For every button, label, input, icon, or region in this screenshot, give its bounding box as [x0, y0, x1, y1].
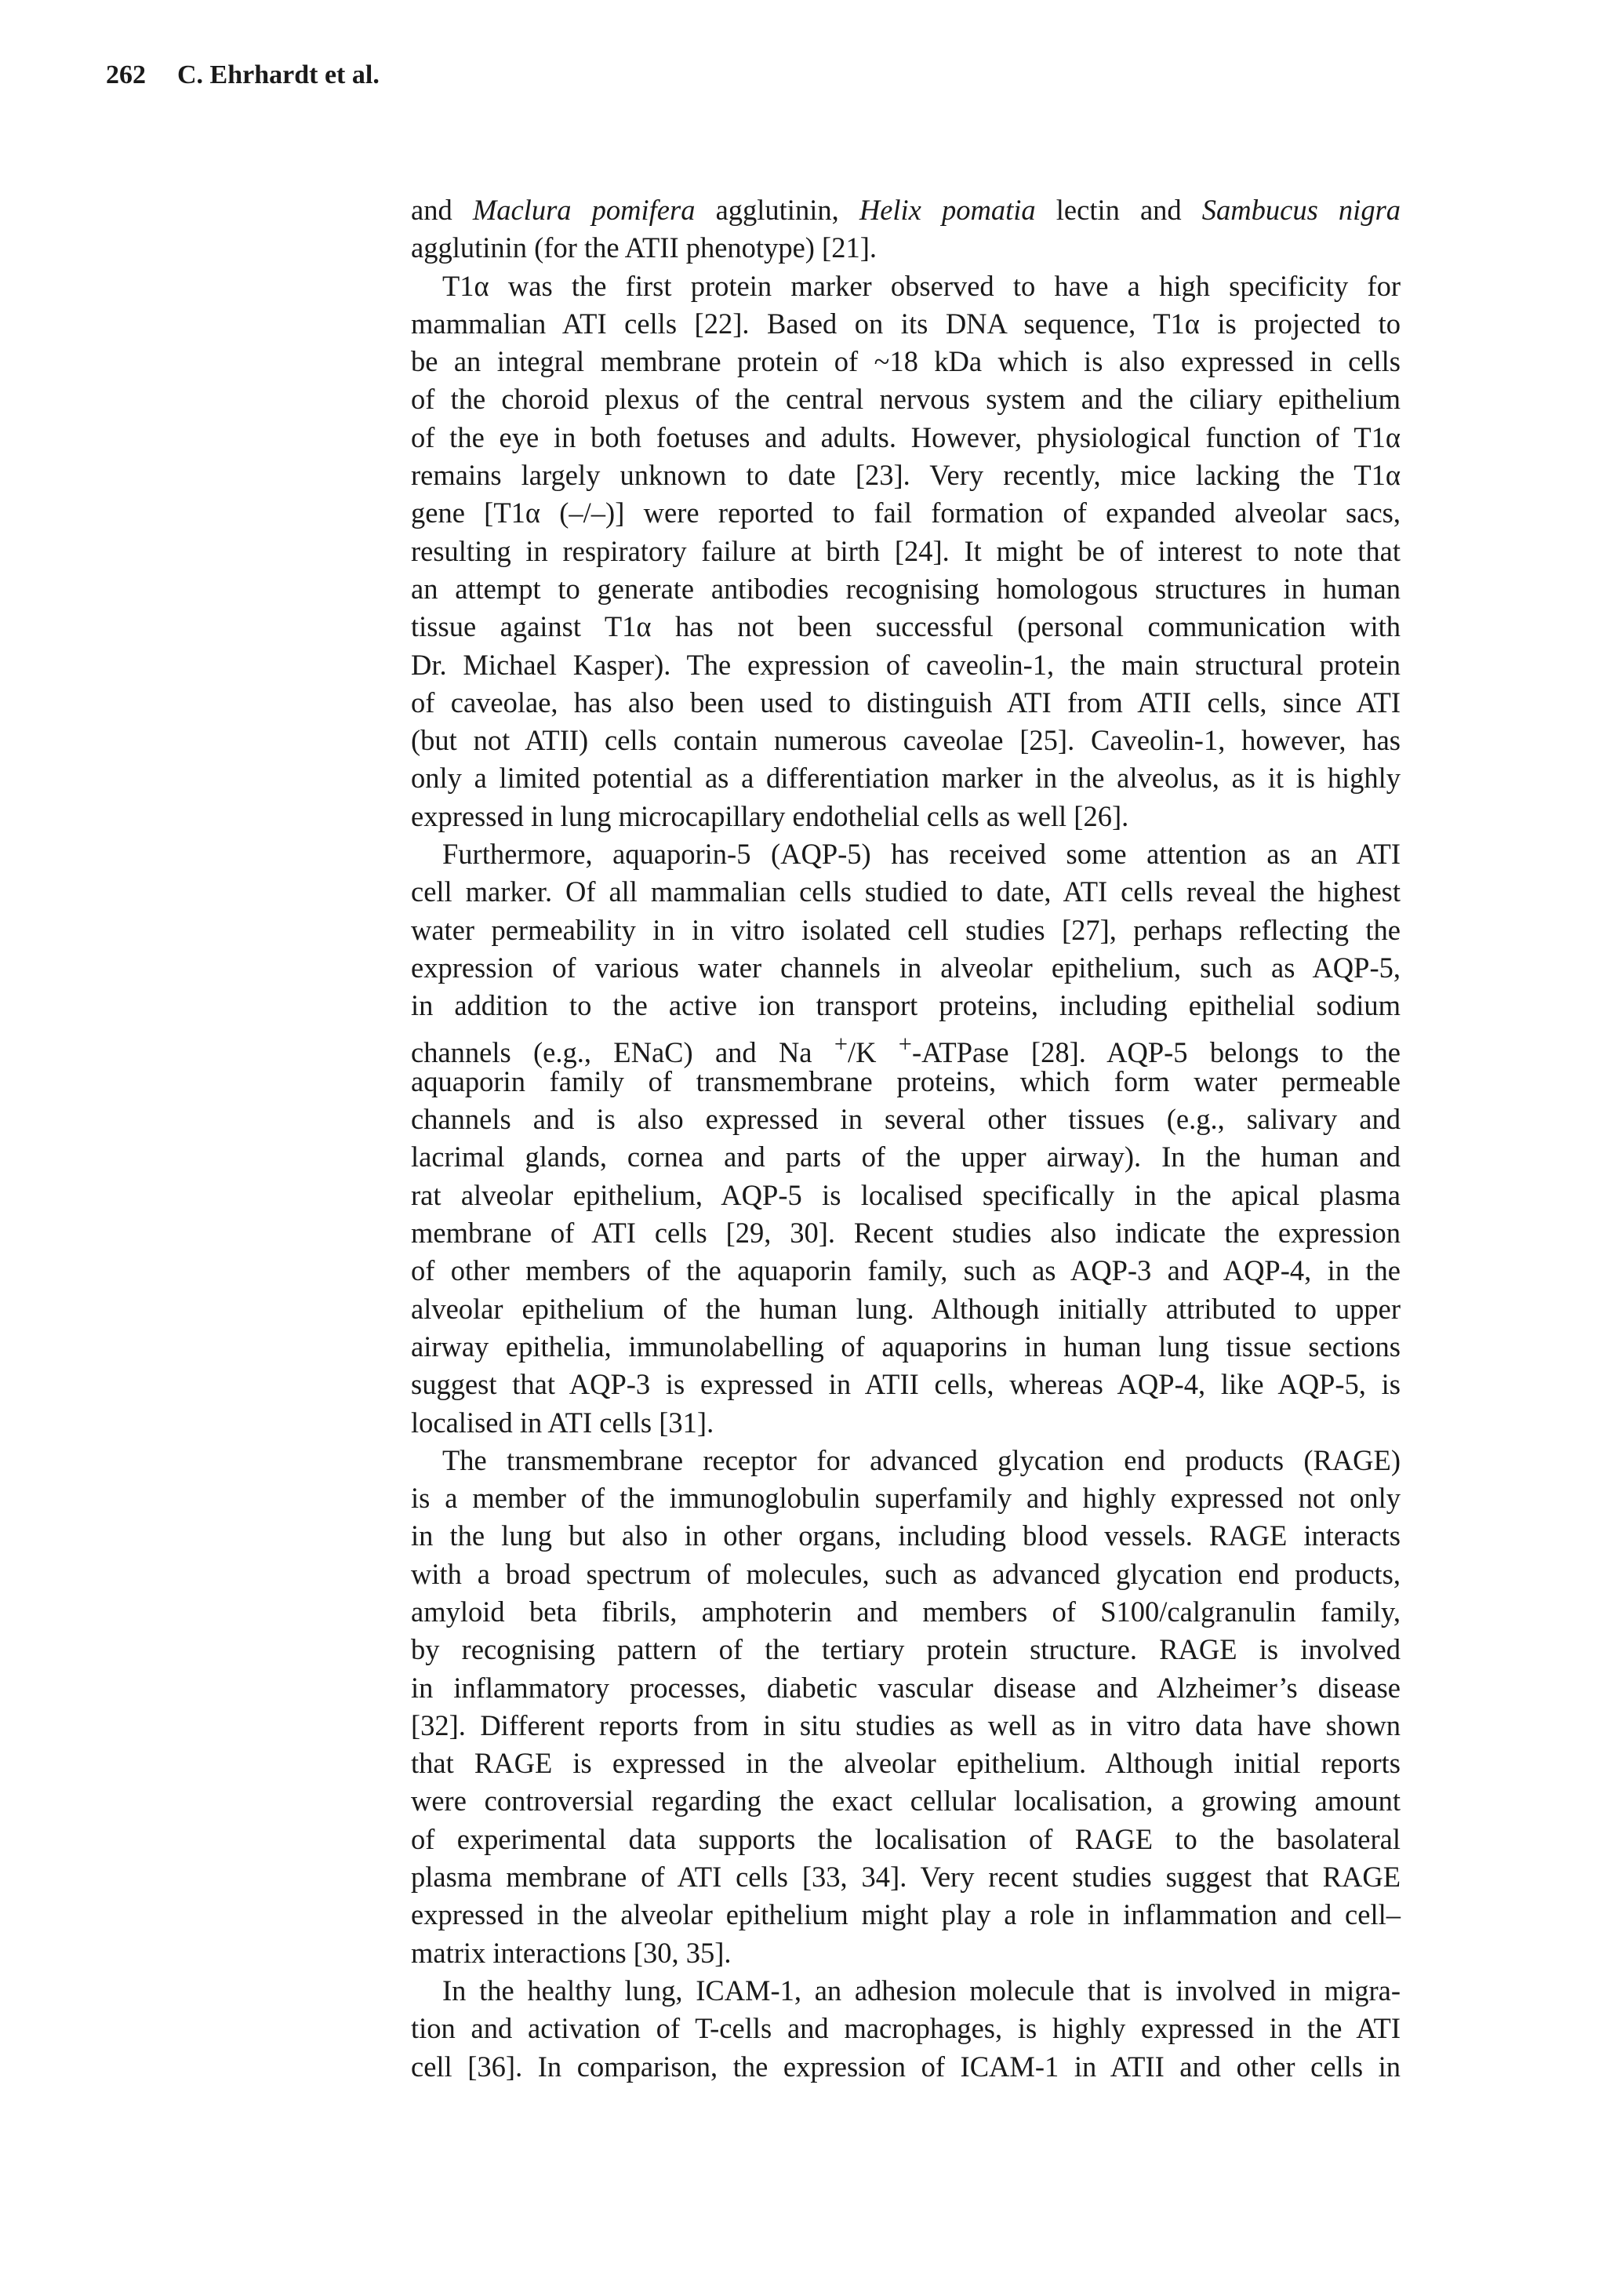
text-line: with a broad spectrum of molecules, such as advanced glycation end products,: [411, 1557, 1401, 1590]
text-line: of caveolae, has also been used to distinguish ATI from ATII cells, since ATI: [411, 686, 1401, 719]
text-line: expressed in the alveolar epithelium might play a role in inflammation and cell–: [411, 1898, 1401, 1931]
text-line: alveolar epithelium of the human lung. Although initially attributed to upper: [411, 1292, 1401, 1325]
text-line: water permeability in in vitro isolated cell studies [27], perhaps reflecting the: [411, 913, 1401, 946]
text-line: In the healthy lung, ICAM-1, an adhesion molecule that is involved in migra-: [442, 1974, 1401, 2007]
text-line: in addition to the active ion transport proteins, including epithelial sodium: [411, 989, 1401, 1022]
text-line: is a member of the immunoglobulin superfamily and highly expressed not only: [411, 1482, 1401, 1515]
text-line: in the lung but also in other organs, including blood vessels. RAGE interacts: [411, 1519, 1401, 1552]
text-line: aquaporin family of transmembrane proteins, which form water permeable: [411, 1064, 1401, 1097]
text-line: suggest that AQP-3 is expressed in ATII cells, whereas AQP-4, like AQP-5, is: [411, 1368, 1401, 1401]
text-line: gene [T1α (–/–)] were reported to fail formation of expanded alveolar sacs,: [411, 497, 1401, 529]
text-line: [32]. Different reports from in situ studies as well as in vitro data have shown: [411, 1708, 1401, 1741]
text-line: cell marker. Of all mammalian cells studied to date, ATI cells reveal the highest: [411, 875, 1401, 908]
text-line: remains largely unknown to date [23]. Very recently, mice lacking the T1α: [411, 459, 1401, 492]
text-line: plasma membrane of ATI cells [33, 34]. Very recent studies suggest that RAGE: [411, 1861, 1401, 1894]
running-head-authors: C. Ehrhardt et al.: [177, 60, 380, 89]
text-line: agglutinin (for the ATII phenotype) [21].: [411, 231, 877, 264]
text-line: resulting in respiratory failure at birth [24]. It might be of interest to note that: [411, 534, 1401, 567]
text-line: Dr. Michael Kasper). The expression of caveolin-1, the main structural protein: [411, 648, 1401, 681]
text-line: The transmembrane receptor for advanced glycation end products (RAGE): [442, 1443, 1401, 1476]
text-line: of the choroid plexus of the central nervous system and the ciliary epithelium: [411, 383, 1401, 416]
text-line: were controversial regarding the exact cellular localisation, a growing amount: [411, 1785, 1401, 1818]
text-line: airway epithelia, immunolabelling of aquaporins in human lung tissue sections: [411, 1330, 1401, 1363]
text-line: of the eye in both foetuses and adults. However, physiological function of T1α: [411, 420, 1401, 453]
text-line: an attempt to generate antibodies recognising homologous structures in human: [411, 572, 1401, 605]
running-head: [106, 56, 380, 94]
text-line: channels (e.g., ENaC) and Na +/K +-ATPase [28]. AQP-5 belongs to the: [411, 1030, 1401, 1068]
text-line: Furthermore, aquaporin-5 (AQP-5) has received some attention as an ATI: [442, 838, 1401, 871]
text-line: (but not ATII) cells contain numerous caveolae [25]. Caveolin-1, however, has: [411, 724, 1401, 757]
body-text: [411, 191, 1401, 2086]
text-line: in inflammatory processes, diabetic vascular disease and Alzheimer’s disease: [411, 1671, 1401, 1704]
text-line: amyloid beta fibrils, amphoterin and members of S100/calgranulin family,: [411, 1595, 1401, 1628]
text-line: lacrimal glands, cornea and parts of the upper airway). In the human and: [411, 1141, 1401, 1173]
text-line: be an integral membrane protein of ~18 kDa which is also expressed in cells: [411, 345, 1401, 378]
text-line: channels and is also expressed in several other tissues (e.g., salivary and: [411, 1103, 1401, 1136]
text-line: localised in ATI cells [31].: [411, 1406, 714, 1439]
text-line: that RAGE is expressed in the alveolar epithelium. Although initial reports: [411, 1747, 1401, 1780]
text-line: expressed in lung microcapillary endothelial cells as well [26].: [411, 799, 1129, 832]
page-number: 262: [106, 60, 146, 89]
text-line: expression of various water channels in alveolar epithelium, such as AQP-5,: [411, 951, 1401, 984]
text-line: T1α was the first protein marker observed to have a high specificity for: [442, 269, 1401, 302]
text-line: by recognising pattern of the tertiary protein structure. RAGE is involved: [411, 1633, 1401, 1666]
text-line: rat alveolar epithelium, AQP-5 is localised specifically in the apical plasma: [411, 1178, 1401, 1211]
text-line: only a limited potential as a differentiation marker in the alveolus, as it is highly: [411, 762, 1401, 795]
text-line: cell [36]. In comparison, the expression of ICAM-1 in ATII and other cells in: [411, 2050, 1401, 2083]
text-line: of experimental data supports the localisation of RAGE to the basolateral: [411, 1822, 1401, 1855]
text-line: of other members of the aquaporin family, such as AQP-3 and AQP-4, in the: [411, 1254, 1401, 1287]
text-line: matrix interactions [30, 35].: [411, 1936, 732, 1969]
text-line: and Maclura pomifera agglutinin, Helix pomatia lectin and Sambucus nigra: [411, 194, 1401, 226]
text-line: mammalian ATI cells [22]. Based on its DNA sequence, T1α is projected to: [411, 307, 1401, 340]
text-line: membrane of ATI cells [29, 30]. Recent studies also indicate the expression: [411, 1217, 1401, 1250]
text-line: tissue against T1α has not been successful (personal communication with: [411, 610, 1401, 643]
text-line: tion and activation of T-cells and macrophages, is highly expressed in the ATI: [411, 2012, 1401, 2045]
